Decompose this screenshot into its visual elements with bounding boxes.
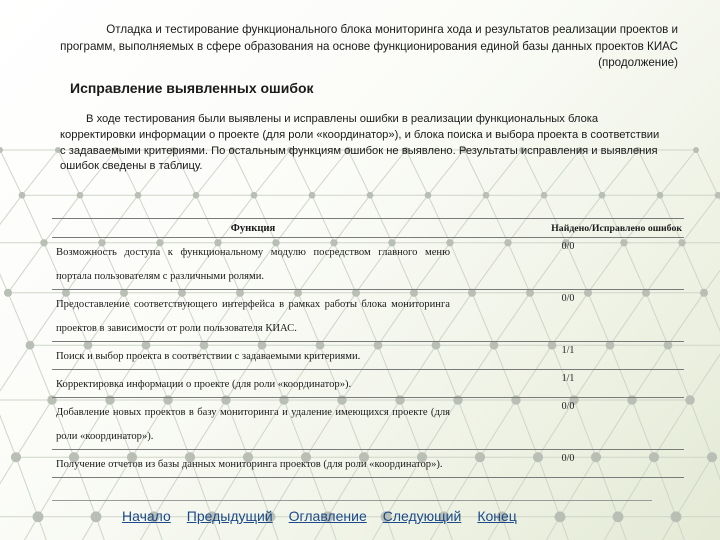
row-function: Возможность доступа к функциональному модулю посредством главного меню портала пользователям с различными ролями. (56, 247, 450, 282)
nav-previous-link[interactable]: Предыдущий (186, 508, 273, 524)
intro-paragraph: В ходе тестирования были выявлены и исправлены ошибки в реализации функциональных блока корректировки информации о проекте (для роли «координатор»), и блока поиска и выбора проекта в соответствии с задаваемыми критериями. По остальным функциям ошибок не выявлено. Результаты исправления и выявления ошибок сведены в таблицу. (60, 113, 660, 173)
grid-line (0, 517, 2, 540)
grid-line (0, 195, 22, 243)
grid-dot (26, 341, 35, 350)
grid-line (60, 517, 96, 540)
grid-dot (715, 192, 720, 199)
grid-line (30, 345, 52, 400)
grid-dot (685, 395, 695, 405)
footer-navigation (122, 508, 517, 524)
grid-dot (483, 192, 490, 199)
grid-dot (693, 147, 699, 153)
row-function: Добавление новых проектов в базу мониторинга и удаление имеющихся проекте (для роли «координатор»). (56, 407, 450, 442)
table-row (52, 449, 684, 478)
grid-line (660, 150, 696, 195)
grid-line (704, 293, 720, 345)
grid-line (2, 517, 38, 540)
grid-line (682, 243, 704, 293)
grid-line (682, 195, 718, 243)
grid-dot (0, 147, 3, 153)
grid-dot (11, 452, 21, 462)
row-function: Поиск и выбор проекта в соответствии с задаваемыми критериями. (56, 351, 361, 362)
nav-contents-link[interactable]: Оглавление (288, 508, 367, 524)
table-row (52, 397, 684, 449)
errors-table (52, 218, 684, 478)
grid-dot (251, 192, 258, 199)
grid-line (704, 243, 720, 293)
grid-line (8, 293, 30, 345)
grid-line (0, 457, 16, 517)
grid-dot (367, 192, 374, 199)
grid-line (640, 517, 676, 540)
table-row (52, 369, 684, 397)
row-count: 0/0 (561, 453, 575, 464)
header-function: Функция (230, 223, 276, 234)
grid-dot (77, 192, 84, 199)
grid-dot (700, 289, 708, 297)
grid-dot (19, 192, 26, 199)
grid-line (0, 400, 16, 457)
table-row (52, 237, 684, 289)
row-count: 1/1 (561, 373, 575, 384)
grid-dot (707, 452, 717, 462)
grid-dot (541, 192, 548, 199)
row-function: Предоставление соответствующего интерфейса в рамках работы блока мониторинга проектов в зависимости от роли пользователя КИАС. (56, 299, 450, 334)
grid-line (22, 150, 58, 195)
grid-line (690, 400, 712, 457)
grid-dot (657, 192, 664, 199)
bottom-divider (52, 500, 652, 501)
grid-line (698, 517, 720, 540)
grid-dot (40, 239, 47, 246)
grid-line (16, 457, 38, 517)
grid-line (582, 517, 618, 540)
grid-dot (599, 192, 606, 199)
grid-dot (671, 511, 682, 522)
grid-dot (555, 511, 566, 522)
grid-dot (33, 511, 44, 522)
row-count: 0/0 (561, 241, 575, 252)
grid-dot (135, 192, 142, 199)
grid-line (22, 195, 44, 243)
nav-next-link[interactable]: Следующий (382, 508, 462, 524)
row-count: 0/0 (561, 293, 575, 304)
grid-line (712, 457, 720, 517)
section-heading: Исправление выявленных ошибок (70, 80, 314, 96)
grid-dot (425, 192, 432, 199)
grid-line (524, 517, 560, 540)
header-found-fixed: Найдено/Исправлено ошибок (551, 223, 682, 234)
grid-dot (613, 511, 624, 522)
grid-line (8, 243, 44, 293)
grid-line (16, 400, 52, 457)
row-count: 1/1 (561, 345, 575, 356)
nav-end-link[interactable]: Конец (477, 508, 517, 524)
grid-dot (91, 511, 102, 522)
grid-line (696, 150, 718, 195)
grid-line (0, 243, 8, 293)
row-function: Корректировка информации о проекте (для роли «координатор»). (56, 379, 352, 390)
nav-start-link[interactable]: Начало (122, 508, 171, 524)
row-function: Получение отчетов из базы данных мониторинга проектов (для роли «координатор»). (56, 459, 443, 470)
table-header-row (52, 218, 684, 237)
page-title: Отладка и тестирование функционального блока мониторинга хода и результатов реализации проектов и программ, выполняемых в сфере образования на основе функционирования единой базы данных проектов КИАС (продолжение) (60, 23, 678, 69)
row-count: 0/0 (561, 401, 575, 412)
grid-dot (193, 192, 200, 199)
table-row (52, 341, 684, 369)
grid-line (690, 345, 720, 400)
grid-line (0, 150, 22, 195)
grid-dot (4, 289, 12, 297)
grid-line (0, 345, 30, 400)
table-row (52, 289, 684, 341)
grid-dot (309, 192, 316, 199)
